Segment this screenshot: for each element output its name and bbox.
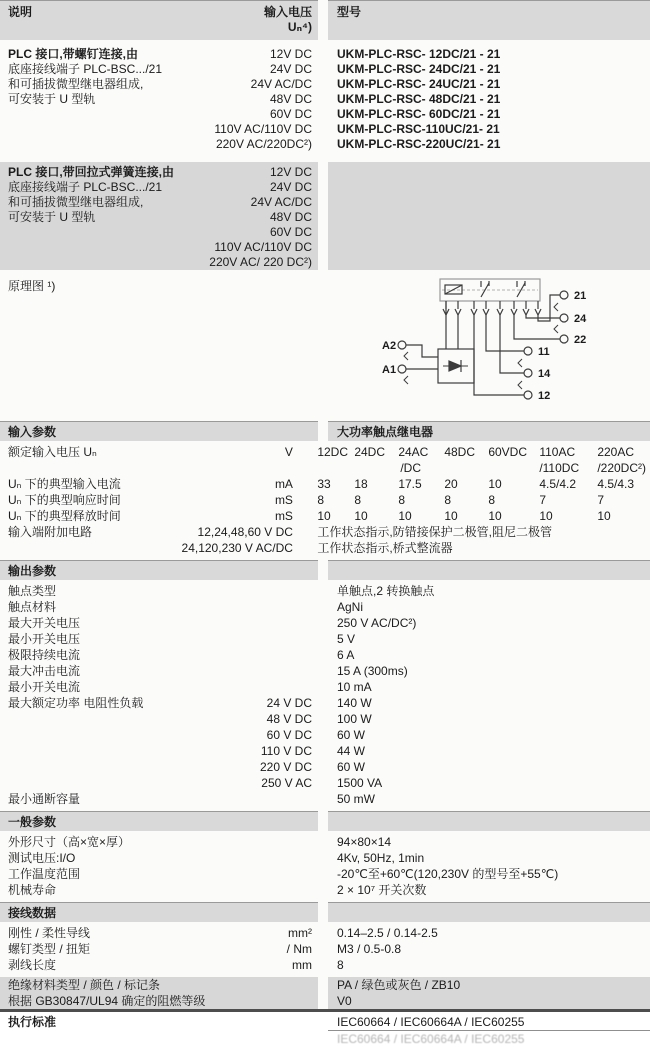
param-label: 触点材料 — [8, 600, 57, 614]
param-value: 8 — [337, 958, 344, 972]
param-unit: V — [284, 445, 293, 459]
terminal-label-14: 14 — [538, 368, 551, 380]
product-block-spring — [0, 159, 650, 273]
param-label: 外形尺寸（高×宽×厚） — [8, 835, 131, 849]
empty-section-bar — [328, 811, 650, 831]
param-label: 最大开关电压 — [8, 616, 81, 630]
scan-artifact-ghost-line: IEC60664 / IEC60664A / IEC60255 — [337, 1032, 525, 1046]
param-label: Uₙ 下的典型输入电流 — [8, 477, 121, 491]
param-value: 60 W — [337, 728, 366, 742]
table-row: 10 10 10 10 10 10 10 — [317, 509, 611, 523]
model-number: UKM-PLC-RSC-220UC/21- 21 — [337, 137, 501, 151]
param-label — [8, 759, 260, 775]
wiring-data-body — [0, 922, 650, 973]
param-label: 机械寿命 — [8, 883, 57, 897]
param-label: 触点类型 — [8, 584, 57, 598]
column-header-model: 型号 — [328, 0, 650, 40]
input-voltage-list: 12V DC 24V DC 24V AC/DC 48V DC 60V DC 110V AC/110V DC 220V AC/220DC²) — [214, 47, 312, 151]
param-label: 工作温度范围 — [8, 867, 81, 881]
model-number: UKM-PLC-RSC- 60DC/21 - 21 — [337, 107, 501, 121]
param-label: Uₙ 下的典型响应时间 — [8, 493, 121, 507]
standards-value: IEC60664 / IEC60664A / IEC60255 — [328, 1014, 650, 1031]
param-value: 50 mW — [337, 792, 376, 806]
param-label: 根据 GB30847/UL94 确定的阻燃等级 — [8, 994, 206, 1008]
terminal-label-24: 24 — [574, 313, 587, 325]
section-title: 输入参数 — [0, 421, 318, 441]
param-label: 极限持续电流 — [8, 648, 81, 662]
param-label: Uₙ 下的典型释放时间 — [8, 509, 121, 523]
param-value: 0.14–2.5 / 0.14-2.5 — [337, 926, 438, 940]
terminal-label-a1: A1 — [382, 364, 397, 376]
output-params-body: 触点类型 单触点,2 转换触点 触点材料 AgNi 最大开关电压 250 V AC/DC²) 最小开关电压 5 V 极限持续电流 6 A 最大冲击电流 15 A (300ms) 最小开关电流 10 mA 最大额定功率 电阻性负载 24 V DC 140 W 48 V DC 100 W 60 V DC 60 W 110 V DC 44 W 220 V DC 60 W 250 V AC 1500 VA 最小通断容量 50 mW — [0, 580, 650, 807]
param-value: -20℃至+60℃(120,230V 的型号至+55℃) — [337, 867, 559, 881]
schematic-label: 原理图 ¹) — [8, 279, 56, 293]
param-value: V0 — [328, 993, 650, 1009]
terminal-label-22: 22 — [574, 334, 587, 346]
terminal-label-21: 21 — [574, 290, 587, 302]
model-number: UKM-PLC-RSC- 12DC/21 - 21 — [337, 47, 501, 61]
table-header — [0, 0, 650, 40]
section-bar-wiring-data — [0, 902, 650, 922]
param-value: 10 mA — [337, 680, 372, 694]
param-value: 5 V — [337, 632, 356, 646]
empty-section-bar — [328, 902, 650, 922]
section-title: 接线数据 — [0, 902, 318, 922]
param-unit: mA — [274, 477, 293, 491]
param-label: 额定输入电压 Uₙ — [8, 445, 97, 459]
product-description: PLC 接口,带回拉式弹簧连接,由 底座接线端子 PLC-BSC.../21 和可插拔微型继电器组成, 可安装于 U 型轨 — [8, 165, 175, 224]
param-label: 最小开关电流 — [8, 680, 81, 694]
empty-gray-panel — [328, 162, 650, 270]
section-bar-output-params — [0, 560, 650, 580]
terminal-label-12: 12 — [538, 390, 551, 402]
terminal-label-11: 11 — [538, 346, 550, 358]
param-label: 最大冲击电流 — [8, 664, 81, 678]
section-title-relay: 大功率触点继电器 — [328, 421, 650, 441]
param-value: 2 × 10⁷ 开关次数 — [337, 883, 427, 897]
model-number: UKM-PLC-RSC- 24UC/21 - 21 — [337, 77, 501, 91]
status-notes: 工作状态指示,防错接保护二极管,阻尼二极管 工作状态指示,桥式整流器 — [317, 525, 552, 555]
param-unit: mS — [274, 509, 293, 523]
param-label: 剥线长度 — [8, 958, 57, 972]
standards-label: 执行标准 — [8, 1015, 57, 1029]
model-number-list — [328, 47, 650, 152]
param-value: 单触点,2 转换触点 — [337, 584, 435, 598]
param-label: 绝缘材料类型 / 颜色 / 标记条 — [8, 978, 161, 992]
param-value: 44 W — [337, 744, 366, 758]
param-label: 最小通断容量 — [8, 792, 81, 806]
insulation-block — [0, 975, 650, 1012]
param-value: 24,120,230 V AC/DC — [181, 541, 293, 555]
param-value: AgNi — [337, 600, 364, 614]
param-label — [8, 727, 267, 743]
param-label: 测试电压:I/O — [8, 851, 76, 865]
param-unit: / Nm — [286, 942, 312, 956]
param-unit: mS — [274, 493, 293, 507]
section-title: 一般参数 — [0, 811, 318, 831]
param-label: 输入端附加电路 — [8, 525, 93, 539]
general-params-body — [0, 831, 650, 898]
model-number: UKM-PLC-RSC-110UC/21- 21 — [337, 122, 500, 136]
input-voltage-list: 12V DC 24V DC 24V AC/DC 48V DC 60V DC 110V AC/110V DC 220V AC/ 220 DC²) — [209, 165, 312, 269]
param-label: 螺钉类型 / 扭矩 — [8, 942, 91, 956]
relay-schematic-diagram — [334, 273, 646, 415]
product-block-screw — [0, 44, 650, 155]
standards-row — [0, 1014, 650, 1031]
table-column-headers: 12DC 24DC 24AC 48DC 60VDC 110AC 220AC — [317, 445, 635, 459]
param-label: 刚性 / 柔性导线 — [8, 926, 91, 940]
param-value: PA / 绿色或灰色 / ZB10 — [328, 977, 650, 993]
section-bar-general-params — [0, 811, 650, 831]
table-row: 8 8 8 8 8 7 7 — [317, 493, 604, 507]
empty-section-bar — [328, 560, 650, 580]
param-value: 140 W — [337, 696, 372, 710]
relay-spec-table — [308, 444, 650, 556]
column-header-description: 说明 — [8, 5, 33, 19]
product-description: PLC 接口,带螺钉连接,由 底座接线端子 PLC-BSC.../21 和可插拔微型继电器组成, 可安装于 U 型轨 — [8, 47, 163, 106]
terminal-label-a2: A2 — [382, 340, 397, 352]
param-value: 6 A — [337, 648, 355, 662]
table-column-subheaders: /DC /110DC /220DC²) — [400, 461, 646, 475]
model-number: UKM-PLC-RSC- 48DC/21 - 21 — [337, 92, 501, 106]
param-unit: mm — [292, 958, 312, 972]
param-unit: mm² — [288, 926, 312, 940]
param-value: 15 A (300ms) — [337, 664, 408, 678]
model-number: UKM-PLC-RSC- 24DC/21 - 21 — [337, 62, 501, 76]
input-params-body — [0, 441, 650, 556]
param-value: 250 V AC/DC²) — [337, 616, 417, 630]
param-label — [8, 775, 261, 791]
param-value: 100 W — [337, 712, 372, 726]
schematic-section — [0, 273, 650, 421]
param-value: 4Kv, 50Hz, 1min — [337, 851, 425, 865]
param-value: M3 / 0.5-0.8 — [337, 942, 402, 956]
param-label: 最小开关电压 — [8, 632, 81, 646]
section-bar-input-params — [0, 421, 650, 441]
column-header-input-voltage: 输入电压 Uₙ⁴) — [263, 5, 312, 34]
table-row: 33 18 17.5 20 10 4.5/4.2 4.5/4.3 — [317, 477, 635, 491]
param-label — [8, 743, 261, 759]
param-value: 1500 VA — [337, 776, 383, 790]
param-value: 94×80×14 — [337, 835, 392, 849]
param-value: 60 W — [337, 760, 366, 774]
param-label: 最大额定功率 电阻性负载 — [8, 696, 144, 710]
section-title: 输出参数 — [0, 560, 318, 580]
param-label — [8, 711, 267, 727]
param-value: 12,24,48,60 V DC — [197, 525, 293, 539]
